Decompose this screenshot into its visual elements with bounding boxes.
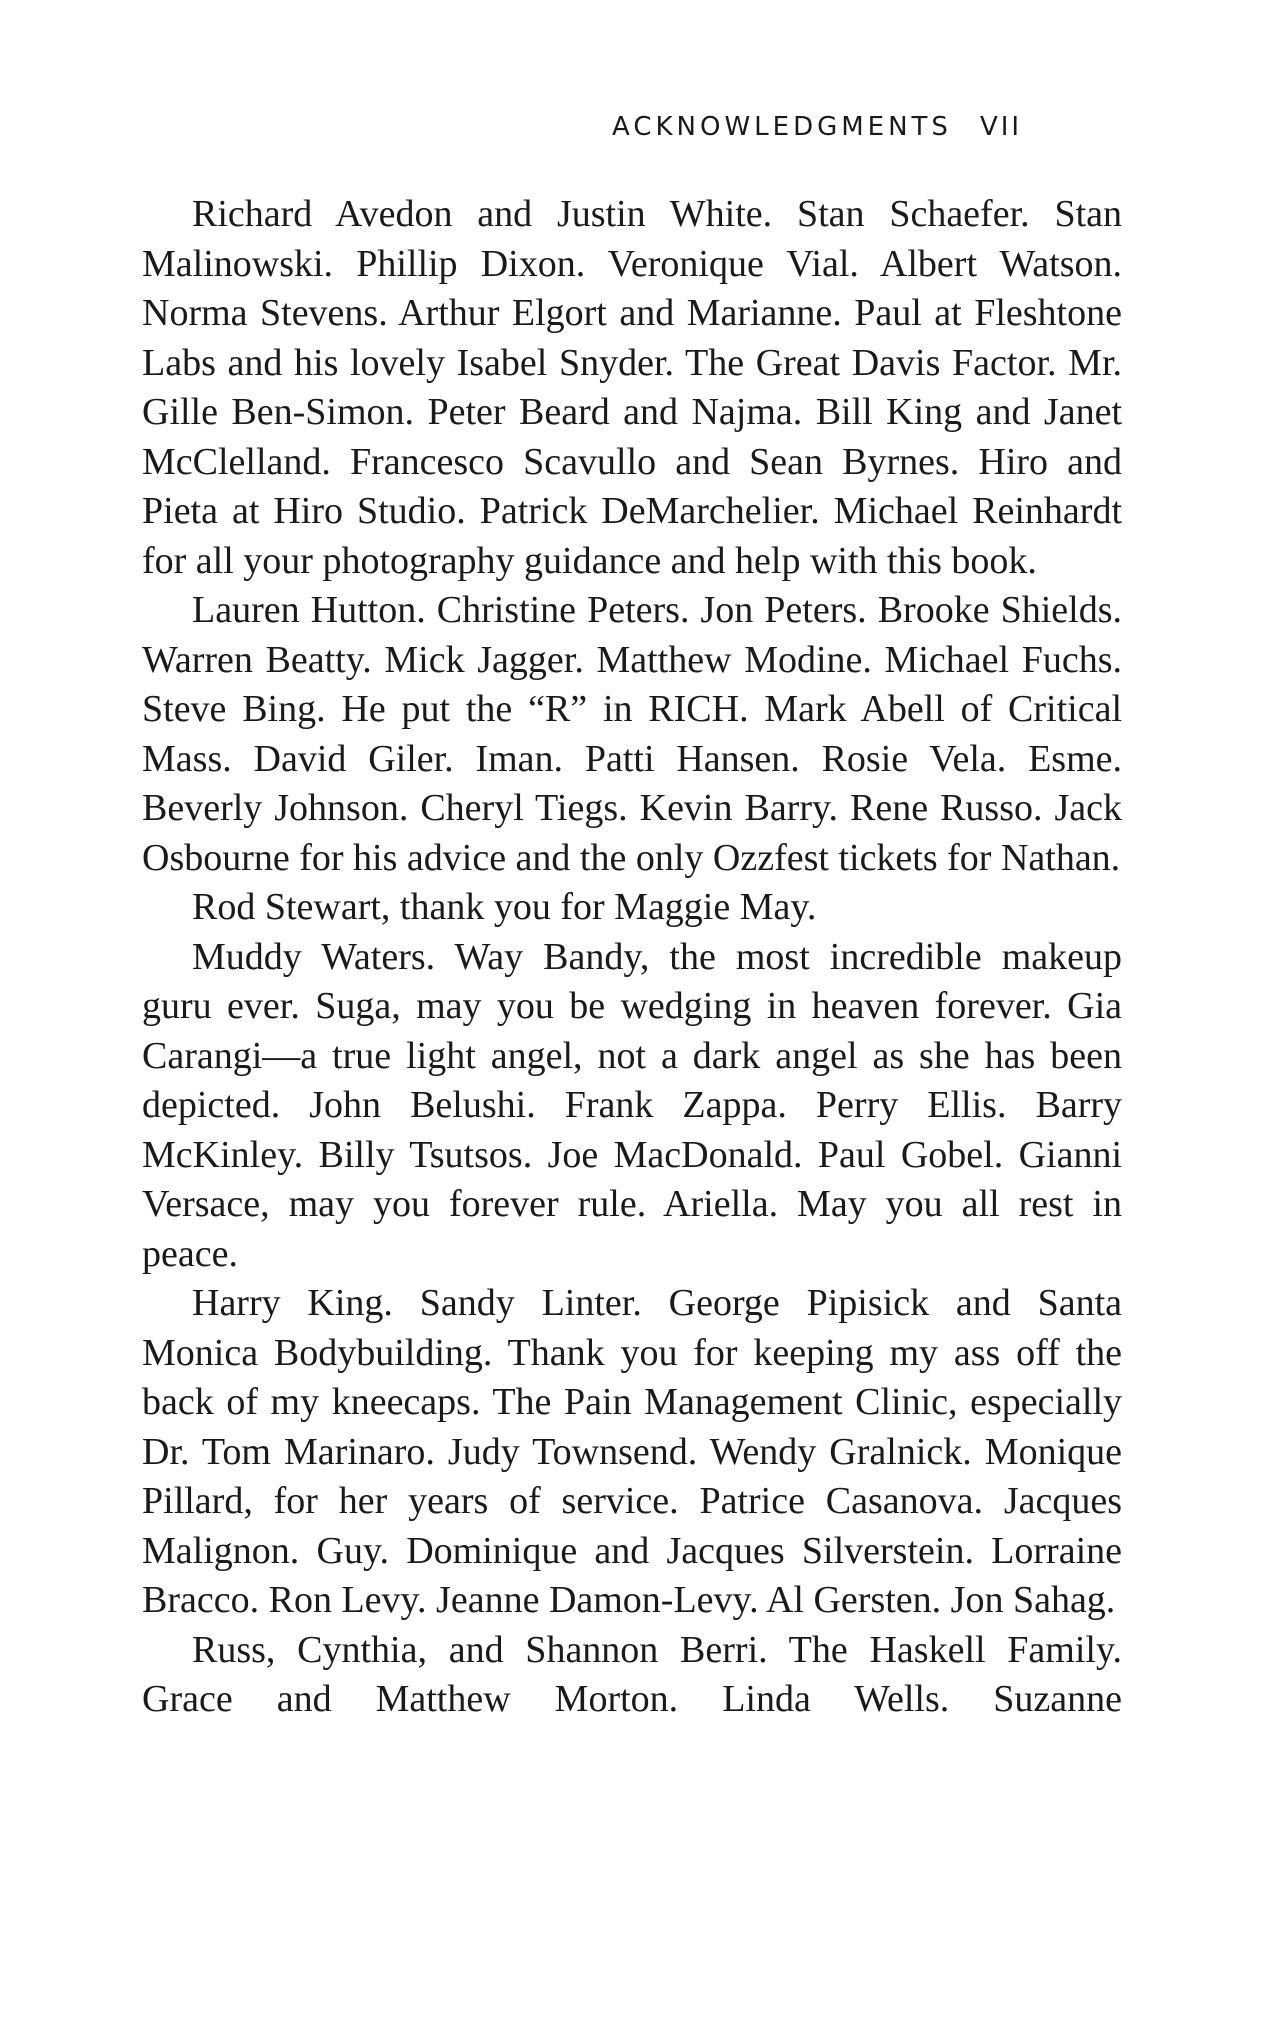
running-head	[612, 112, 1112, 142]
paragraph-health-and-support: Harry King. Sandy Linter. George Pipisick and Santa Monica Bodybuilding. Thank you for keeping my ass off the back of my kneecaps. The Pain Management Clinic, especially Dr. Tom Marinaro. Judy Townsend. Wendy Gralnick. Monique Pillard, for her years of service. Patrice Casanova. Jacques Malignon. Guy. Dominique and Jacques Silverstein. Lorraine Bracco. Ron Levy. Jeanne Damon-Levy. Al Gersten. Jon Sahag.	[142, 1282, 1122, 1621]
paragraph-in-memoriam: Muddy Waters. Way Bandy, the most incredible makeup guru ever. Suga, may you be wedging in heaven forever. Gia Carangi—a true light angel, not a dark angel as she has been depicted. John Belushi. Frank Zappa. Perry Ellis. Barry McKinley. Billy Tsutsos. Joe MacDonald. Paul Gobel. Gianni Versace, may you forever rule. Ariella. May you all rest in peace.	[142, 935, 1122, 1275]
paragraph-families: Russ, Cynthia, and Shannon Berri. The Haskell Family. Grace and Matthew Morton. Linda Wells. Suzanne	[142, 1628, 1122, 1720]
body-text	[142, 190, 1122, 1725]
section-title: ACKNOWLEDGMENTS	[612, 112, 952, 142]
paragraph-rod-stewart: Rod Stewart, thank you for Maggie May.	[192, 886, 817, 928]
paragraph-photographers: Richard Avedon and Justin White. Stan Schaefer. Stan Malinowski. Phillip Dixon. Veronique Vial. Albert Watson. Norma Stevens. Arthur Elgort and Marianne. Paul at Fleshtone Labs and his lovely Isabel Snyder. The Great Davis Factor. Mr. Gille Ben-Simon. Peter Beard and Najma. Bill King and Janet McClelland. Francesco Scavullo and Sean Byrnes. Hiro and Pieta at Hiro Studio. Patrick DeMarchelier. Michael Reinhardt for all your photography guidance and help with this book.	[142, 193, 1122, 582]
paragraph-friends: Lauren Hutton. Christine Peters. Jon Peters. Brooke Shields. Warren Beatty. Mick Jagger. Matthew Modine. Michael Fuchs. Steve Bing. He put the “R” in RICH. Mark Abell of Critical Mass. David Giler. Iman. Patti Hansen. Rosie Vela. Esme. Beverly Johnson. Cheryl Tiegs. Kevin Barry. Rene Russo. Jack Osbourne for his advice and the only Ozzfest tickets for Nathan.	[142, 589, 1122, 879]
page-number: VII	[979, 112, 1023, 142]
